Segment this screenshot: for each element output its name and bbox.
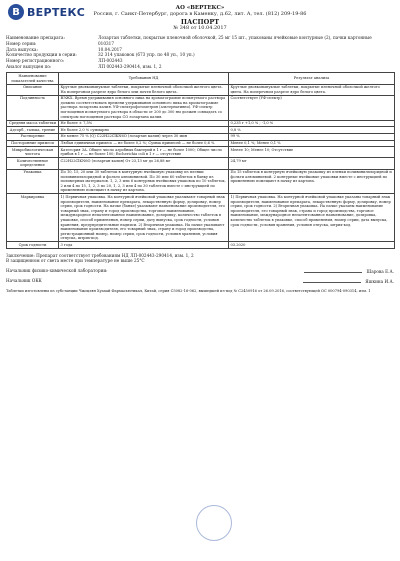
name-cell: Срок годности	[7, 242, 59, 249]
requirement-cell: Круглые двояковыпуклые таблетки, покрытые пленочной оболочкой желтого цвета. На поперечном разрезе ядро белого или почти белого цвета.	[59, 84, 229, 95]
document-footer	[6, 253, 394, 293]
logo-icon: В	[8, 4, 24, 20]
document-title: ПАСПОРТ	[180, 17, 220, 26]
table-row	[7, 169, 395, 194]
meta-key: Количество продукции в серии:	[6, 52, 77, 58]
meta-key: Аналог выпущен по:	[6, 63, 52, 69]
name-cell: Маркировка	[7, 194, 59, 242]
lab-head-title: Начальник физико-химической лаборатории:	[6, 267, 108, 273]
table-row	[7, 84, 395, 95]
requirement-cell: Не более 2,0 % суммарно	[59, 127, 229, 134]
table-row	[7, 95, 395, 120]
name-cell: Средняя масса таблетки	[7, 120, 59, 127]
requirement-cell: Не более ± 7,5%	[59, 120, 229, 127]
document-number: № 348 от 10.04.2017	[173, 24, 227, 31]
meta-value: 010317	[98, 40, 114, 46]
footnote: Таблетки изготовлены из субстанции Чжэцзян Хуахай Фармасьютикал, Китай, серия С5082-16-062, вышедшей из-под № С2450916 от 26.09.2016, соответствующей ОС 000794-090314, изм. 1	[6, 288, 371, 293]
result-cell: 0,235 г +1,0 % ; -1,0 %	[229, 120, 395, 127]
name-cell: Описание	[7, 84, 59, 95]
company-logo	[8, 4, 85, 20]
table-row	[7, 133, 395, 140]
org-address: Россия, г. Санкт-Петербург, дорога в Каменку, д.62, лит. А, тел. (812) 209-19-86	[93, 11, 307, 18]
requirement-cell: C22H22ClKN6O (лозартан калия) От 23,13 мг до 26,88 мг	[59, 158, 229, 169]
table-row	[7, 120, 395, 127]
okk-head-name: Яшкина И.А.	[365, 279, 394, 285]
signature-field	[304, 268, 362, 273]
col-header-requirement: Требования НД	[59, 73, 229, 84]
result-cell: По 15 таблеток в контурную ячейковую упаковку из пленки поливинилхлоридной и фольги алюминиевой. 2 контурные ячейковые упаковки вместе с инструкцией по применению помещают в пачку из картона.	[229, 169, 395, 194]
logo-text: ВЕРТЕКС	[27, 5, 86, 19]
signature-field	[303, 278, 361, 283]
meta-value: 10.04.2017	[98, 46, 122, 52]
col-header-result: Результат анализа	[229, 73, 395, 84]
result-cell: 99 %	[229, 133, 395, 140]
requirement-cell: 1) Первичная упаковка. На контурной ячейковой упаковке указывают товарный знак производителя, наименование препарата, лекарственную форму, дозировку, номер серии, срок годности. На пачке (банке) указывают наименование производителя, его товарный знак, страну и город производства, торговое наименование, международное непатентованное наименование, дозировку, количество таблеток в упаковке, способ применения, номер серии, дату выпуска, срок годности, условия хранения, предупредительные надписи. 2) Вторичная упаковка. На пачке указывают наименование производителя, его товарный знак, страну и город производства, регистрационный номер, номер серии, срок годности, условия хранения, условия отпуска, штрих-код.	[59, 194, 229, 242]
result-cell: 0,8 %	[229, 127, 395, 134]
table-row	[7, 158, 395, 169]
name-cell: Микробиологическая чистота	[7, 147, 59, 158]
meta-key: Номер серии:	[6, 40, 37, 46]
name-cell: Подлинность	[7, 95, 59, 120]
org-name: АО «ВЕРТЕКС»	[175, 5, 225, 11]
meta-value: ЛП-002443	[98, 58, 123, 63]
meta-value: Лозартан таблетки, покрытые пленочной оболочкой, 25 мг 15 шт., упакованы ячейковые контурные (2), пачки картонные	[98, 35, 372, 41]
table-row	[7, 140, 395, 147]
requirement-cell: 3 года	[59, 242, 229, 249]
name-cell: Упаковка	[7, 169, 59, 194]
okk-signature-line	[6, 278, 394, 284]
meta-key: Наименование препарата:	[6, 35, 65, 41]
table-row	[7, 242, 395, 249]
requirement-cell: По 10, 15, 20 или 30 таблеток в контурную ячейковую упаковку из пленки поливинилхлоридной и фольги алюминиевой. По 30 или 60 таблеток в банку из полимерных материалов. 1, 2, 3 или 6 контурных ячейковых упаковок по 10 таблеток, 2 или 4 по 15, 1, 2, 3 по 20, 1, 2, 3 или 4 по 30 таблеток вместе с инструкцией по применению помещают в пачку из картона.	[59, 169, 229, 194]
result-cell: 03.2020	[229, 242, 395, 249]
name-cell: Посторонние примеси	[7, 140, 59, 147]
result-cell: Круглые двояковыпуклые таблетки, покрытые пленочной оболочкой желтого цвета. На поперечном разрезе ядро белого цвета.	[229, 84, 395, 95]
requirement-cell: Не менее 75 % (Q) C22H22ClKN6O (лозартан калия) через 30 мин	[59, 133, 229, 140]
meta-key: Номер регистрационного:	[6, 58, 65, 63]
name-cell: Количественное определение	[7, 158, 59, 169]
product-meta	[6, 35, 394, 69]
result-cell: Соответствует (УФ-спектр)	[229, 95, 395, 120]
requirement-cell: Любая единичная примесь — не более 0,2 %; Сумма примесей — не более 0,6 %	[59, 140, 229, 147]
storage-note: В защищенном от света месте при температуре не выше 25°С	[6, 258, 145, 264]
name-cell: Растворение	[7, 133, 59, 140]
requirement-cell: ВЭЖХ. Время удерживания основного пика на хроматограмме испытуемого раствора должно соответствовать времени удерживания основного пика на хроматограмме раствора лозартана калия. УФ-спектрофотометрия (альтернативно). УФ-спектр поглощения испытуемого раствора в области от 200 до 300 нм должен совпадать со спектром поглощения раствора СО лозартана калия.	[59, 95, 229, 120]
lab-signature-line	[6, 268, 394, 274]
meta-row	[6, 64, 394, 70]
col-header-name: Наименование показателей качества	[7, 73, 59, 84]
lab-head-name: Шарова Е.А.	[366, 268, 394, 274]
stamp-seal	[196, 505, 232, 541]
result-cell: 1) Первичная упаковка. На контурной ячейковой упаковке указаны товарный знак производителя, наименование препарата, лекарственную форму, дозировку, номер серии, срок годности. 2) Вторичная упаковка. На пачке указаны наименование производителя, его товарный знак, страна и город производства, торговое наименование, международное непатентованное наименование, дозировка, количество таблеток в упаковке, способ применения, номер серии, дата выпуска, срок годности, условия хранения, условия отпуска, штрих-код.	[229, 194, 395, 242]
table-row	[7, 147, 395, 158]
meta-value: ЛП 002443-290414, изм. 1, 2	[98, 63, 162, 69]
table-row	[7, 127, 395, 134]
result-cell: 24,79 мг	[229, 158, 395, 169]
conclusion: Заключение: Препарат соответствует требованиям НД ЛП-002443-290414, изм. 1, 2	[6, 253, 194, 258]
quality-table	[6, 72, 395, 249]
okk-head-title: Начальник ОКК	[6, 278, 42, 284]
result-cell: Менее 0,1 %; Менее 0,1 %	[229, 140, 395, 147]
table-row	[7, 194, 395, 242]
requirement-cell: Категория 3А. Общее число аэробных бактерий в 1 г — не более 1000; Общее число грибов в 1 г — не более 100; Escherichia coli в 1 г — отсутствие	[59, 147, 229, 158]
name-cell: Адсорб., талька, трение	[7, 127, 59, 134]
table-header-row	[7, 73, 395, 84]
meta-value: 32 314 упаковок (673 упр. по 48 уп., 10 уп.)	[98, 52, 195, 58]
result-cell: Менее 10; Менее 10; Отсутствие	[229, 147, 395, 158]
meta-key: Дата выпуска:	[6, 46, 38, 52]
